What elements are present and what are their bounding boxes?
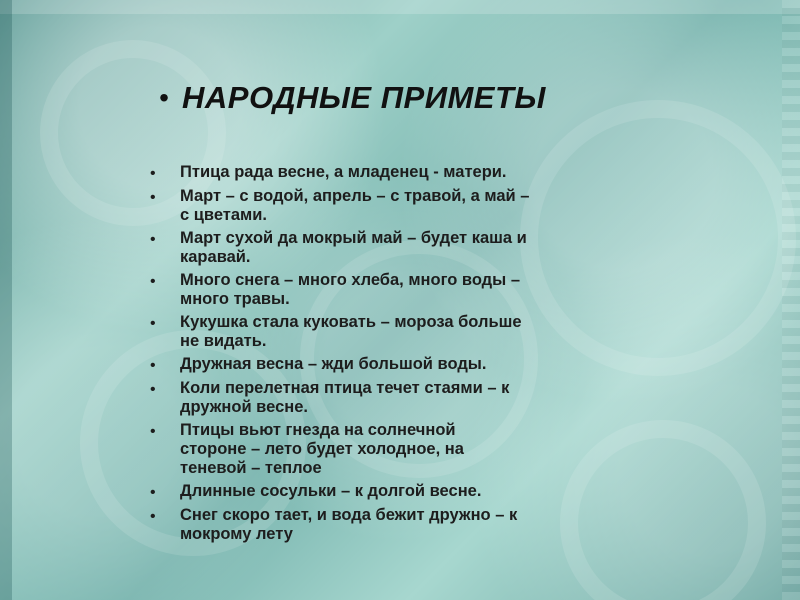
list-bullet: •	[150, 315, 156, 332]
sayings-list	[150, 163, 600, 548]
top-band	[0, 0, 800, 14]
list-item	[150, 229, 600, 267]
list-bullet: •	[150, 357, 156, 374]
list-item-text: Март сухой да мокрый май – будет каша и каравай.	[180, 229, 527, 266]
list-item	[150, 506, 600, 544]
list-bullet: •	[150, 189, 156, 206]
list-bullet: •	[150, 484, 156, 501]
list-item	[150, 482, 600, 502]
list-item-text: Птица рада весне, а младенец - матери.	[180, 163, 507, 181]
list-item	[150, 187, 600, 225]
list-item	[150, 271, 600, 309]
list-item-text: Дружная весна – жди большой воды.	[180, 355, 487, 373]
list-item-text: Март – с водой, апрель – с травой, а май – с цветами.	[180, 187, 530, 224]
list-item	[150, 355, 600, 375]
list-bullet: •	[150, 423, 156, 440]
list-item-text: Снег скоро тает, и вода бежит дружно – к мокрому лету	[180, 506, 518, 543]
left-strip	[0, 0, 12, 600]
list-item	[150, 379, 600, 417]
title-row	[156, 78, 626, 118]
title-bullet: •	[159, 82, 169, 113]
list-bullet: •	[150, 381, 156, 398]
list-bullet: •	[150, 165, 156, 182]
list-bullet: •	[150, 508, 156, 525]
right-decorative-strip	[782, 0, 800, 600]
list-item-text: Длинные сосульки – к долгой весне.	[180, 482, 482, 500]
page-title: НАРОДНЫЕ ПРИМЕТЫ	[182, 80, 546, 115]
list-bullet: •	[150, 273, 156, 290]
list-item-text: Много снега – много хлеба, много воды – много травы.	[180, 271, 521, 308]
list-item	[150, 313, 600, 351]
list-item	[150, 163, 600, 183]
list-item-text: Коли перелетная птица течет стаями – к дружной весне.	[180, 379, 510, 416]
list-item-text: Птицы вьют гнезда на солнечной стороне – лето будет холодное, на теневой – теплое	[180, 421, 464, 477]
list-item-text: Кукушка стала куковать – мороза больше не видать.	[180, 313, 522, 350]
list-bullet: •	[150, 231, 156, 248]
list-item	[150, 421, 600, 478]
